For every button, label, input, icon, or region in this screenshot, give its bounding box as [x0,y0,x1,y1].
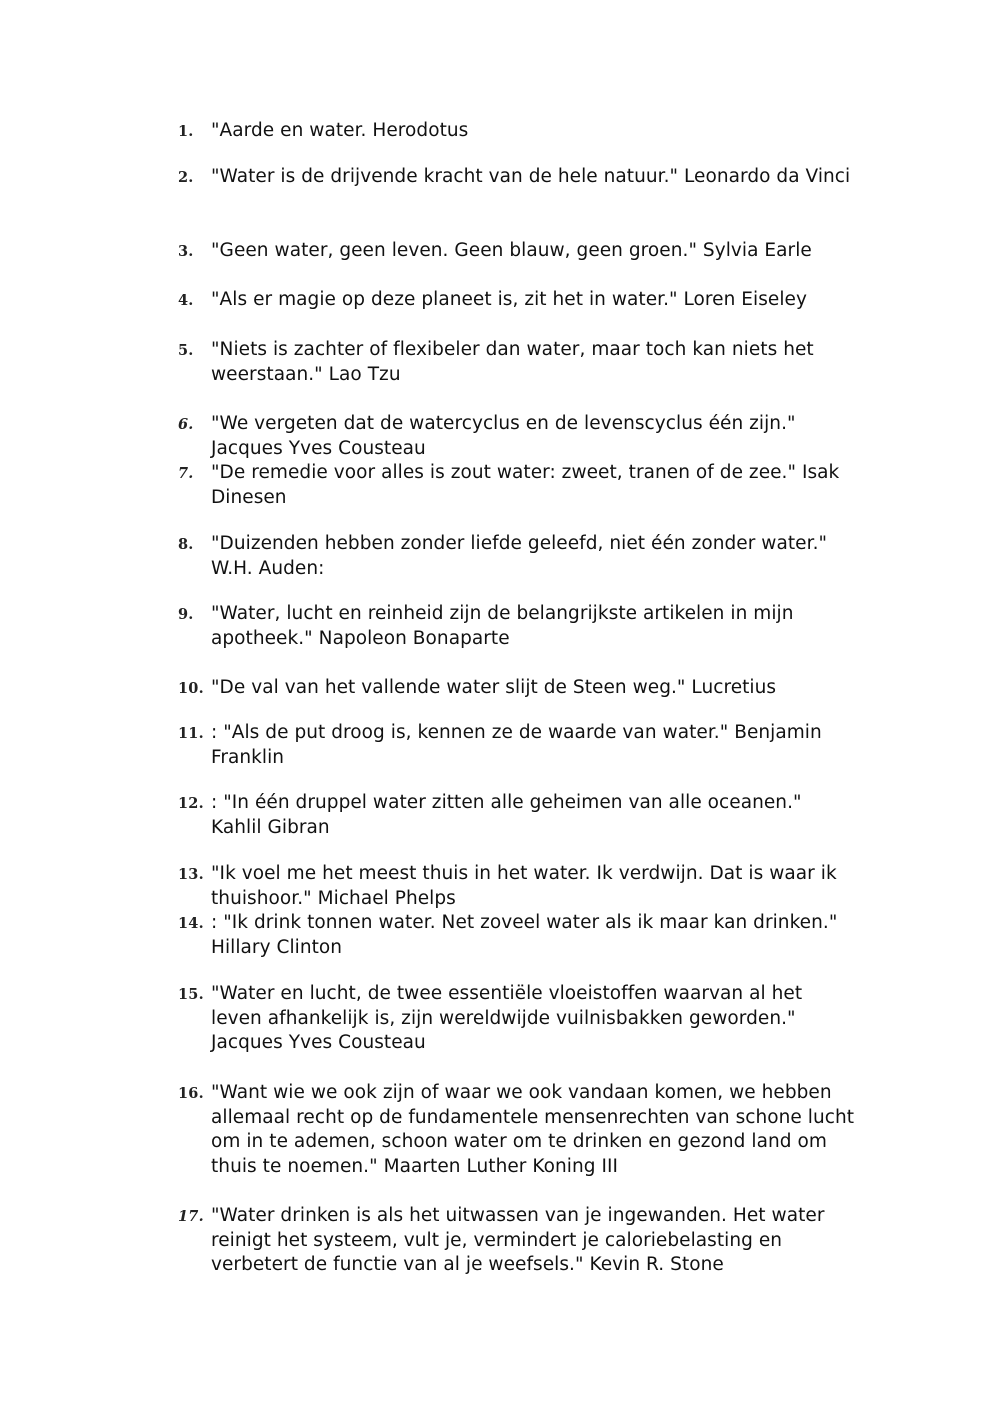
quote-text: "De val van het vallende water slijt de Steen weg." Lucretius [211,677,777,698]
quote-number: 1. [178,123,194,140]
quote-number: 8. [178,536,194,553]
quote-item [178,119,858,145]
quote-text: : "In één druppel water zitten alle geheimen van alle oceanen." Kahlil Gibran [211,792,802,838]
quote-number: 7. [178,465,194,482]
quote-text: "Water, lucht en reinheid zijn de belangrijkste artikelen in mijn apotheek." Napoleon Bonaparte [211,603,794,649]
quote-number: 3. [178,243,194,260]
quote-number: 16. [178,1085,204,1102]
quote-number: 4. [178,292,194,309]
quote-text: "Ik voel me het meest thuis in het water. Ik verdwijn. Dat is waar ik thuishoor." Michael Phelps [211,863,837,909]
quote-text: "Water is de drijvende kracht van de hele natuur." Leonardo da Vinci [211,166,851,187]
quote-text: "We vergeten dat de watercyclus en de levenscyclus één zijn." Jacques Yves Cousteau [211,413,796,459]
quote-number: 17. [178,1208,204,1225]
quote-number: 6. [178,416,194,433]
quote-item [178,1081,858,1179]
quote-number: 5. [178,342,194,359]
quote-item [178,288,858,314]
quote-number: 9. [178,606,194,623]
quote-number: 10. [178,680,204,697]
quote-item [178,239,858,265]
quote-text: "Water drinken is als het uitwassen van je ingewanden. Het water reinigt het systeem, vult je, vermindert je caloriebelasting en verbetert de functie van al je weefsels." Kevin R. Stone [211,1205,825,1275]
quote-item [178,862,858,911]
quote-text: : "Ik drink tonnen water. Net zoveel water als ik maar kan drinken." Hillary Clinton [211,912,838,958]
quote-text: "Aarde en water. Herodotus [211,120,469,141]
quote-number: 2. [178,169,194,186]
quote-item [178,982,858,1056]
quote-item [178,721,858,770]
quote-number: 14. [178,915,204,932]
quote-item [178,461,858,510]
quote-text: "Als er magie op deze planeet is, zit het in water." Loren Eiseley [211,289,807,310]
quote-text: "Niets is zachter of flexibeler dan water, maar toch kan niets het weerstaan." Lao Tzu [211,339,814,385]
quote-text: "De remedie voor alles is zout water: zweet, tranen of de zee." Isak Dinesen [211,462,840,508]
quote-item [178,1204,858,1278]
quote-text: "Geen water, geen leven. Geen blauw, geen groen." Sylvia Earle [211,240,812,261]
quote-item [178,338,858,387]
quote-item [178,165,858,191]
quote-item [178,602,858,651]
quote-item [178,791,858,840]
quote-number: 12. [178,795,204,812]
quote-item [178,911,858,960]
quote-text: "Duizenden hebben zonder liefde geleefd, niet één zonder water." W.H. Auden: [211,533,828,579]
quote-item [178,532,858,581]
quote-text: : "Als de put droog is, kennen ze de waarde van water." Benjamin Franklin [211,722,822,768]
quote-item [178,676,858,702]
quote-item [178,412,858,461]
quote-text: "Water en lucht, de twee essentiële vloeistoffen waarvan al het leven afhankelijk is, zijn wereldwijde vuilnisbakken geworden." Jacques Yves Cousteau [211,983,803,1053]
quote-number: 13. [178,866,204,883]
quote-number: 11. [178,725,204,742]
quote-number: 15. [178,986,204,1003]
quote-text: "Want wie we ook zijn of waar we ook vandaan komen, we hebben allemaal recht op de fundamentele mensenrechten van schone lucht om in te ademen, schoon water om te drinken en gezond land om thuis te noemen." Maarten Luther Koning III [211,1082,855,1177]
